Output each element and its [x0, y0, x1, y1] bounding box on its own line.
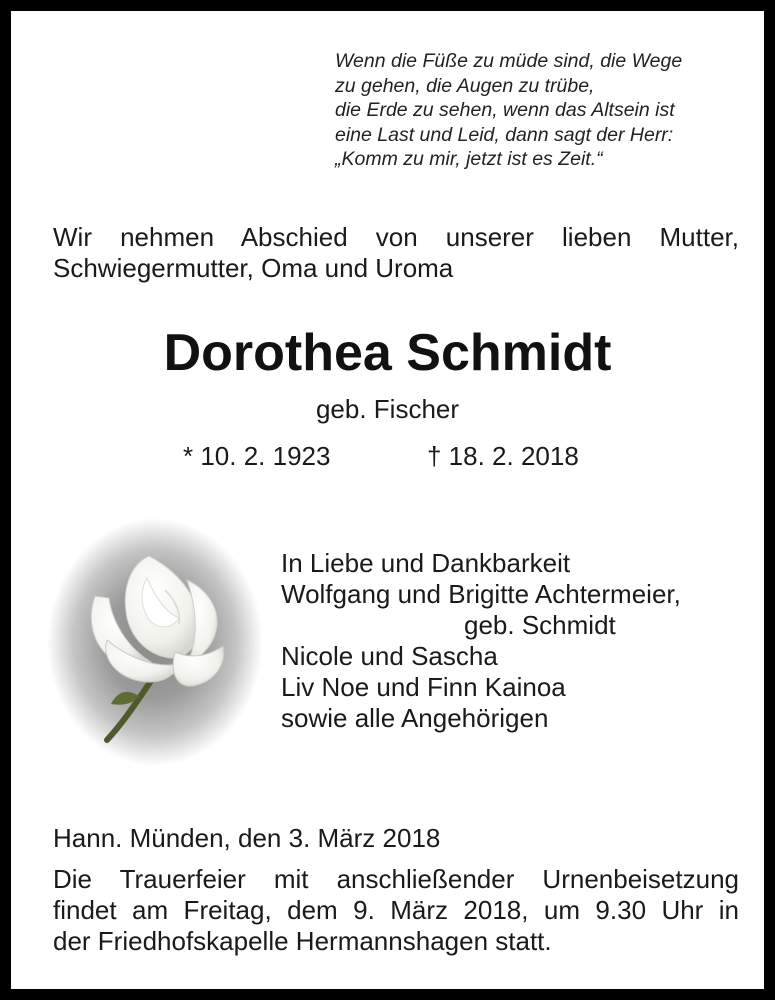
poem-line: eine Last und Leid, dann sagt der Herr: [335, 123, 674, 146]
family-line: Liv Noe und Finn Kainoa [281, 672, 566, 702]
ceremony-line-2: findet am Freitag, dem 9. März 2018, um 9.30 Uhr in [53, 895, 739, 925]
birth-date: * 10. 2. 1923 [183, 441, 331, 471]
poem-line: zu gehen, die Augen zu trübe, [335, 74, 595, 97]
place-and-date: Hann. Münden, den 3. März 2018 [53, 823, 441, 853]
poem-line: „Komm zu mir, jetzt ist es Zeit.“ [335, 148, 603, 170]
maiden-name: geb. Fischer [315, 394, 460, 424]
poem-line: die Erde zu sehen, wenn das Altsein ist [335, 99, 675, 121]
intro-line-2: Schwiegermutter, Oma und Uroma [53, 253, 454, 283]
death-date: † 18. 2. 2018 [427, 441, 579, 471]
farewell-intro [53, 222, 739, 284]
family-line: Wolfgang und Brigitte Achtermeier, [281, 579, 681, 609]
intro-line-1: Wir nehmen Abschied von unserer lieben Mutter, [53, 222, 739, 252]
family-line: In Liebe und Dankbarkeit [281, 548, 571, 578]
family-line: geb. Schmidt [464, 610, 616, 640]
ceremony-line-1: Die Trauerfeier mit anschließender Urnenbeisetzung [53, 864, 739, 894]
family-line: sowie alle Angehörigen [281, 703, 549, 733]
white-rose-image [47, 518, 263, 766]
deceased-name: Dorothea Schmidt [163, 324, 612, 382]
family-line: Nicole und Sascha [281, 641, 498, 671]
poem-line: Wenn die Füße zu müde sind, die Wege [335, 50, 683, 72]
mourners-list [281, 548, 741, 734]
rose-icon [47, 518, 263, 766]
ceremony-info [53, 864, 739, 957]
poem [335, 49, 755, 172]
ceremony-line-3: der Friedhofskapelle Hermannshagen statt. [53, 926, 552, 956]
life-dates [11, 439, 764, 475]
